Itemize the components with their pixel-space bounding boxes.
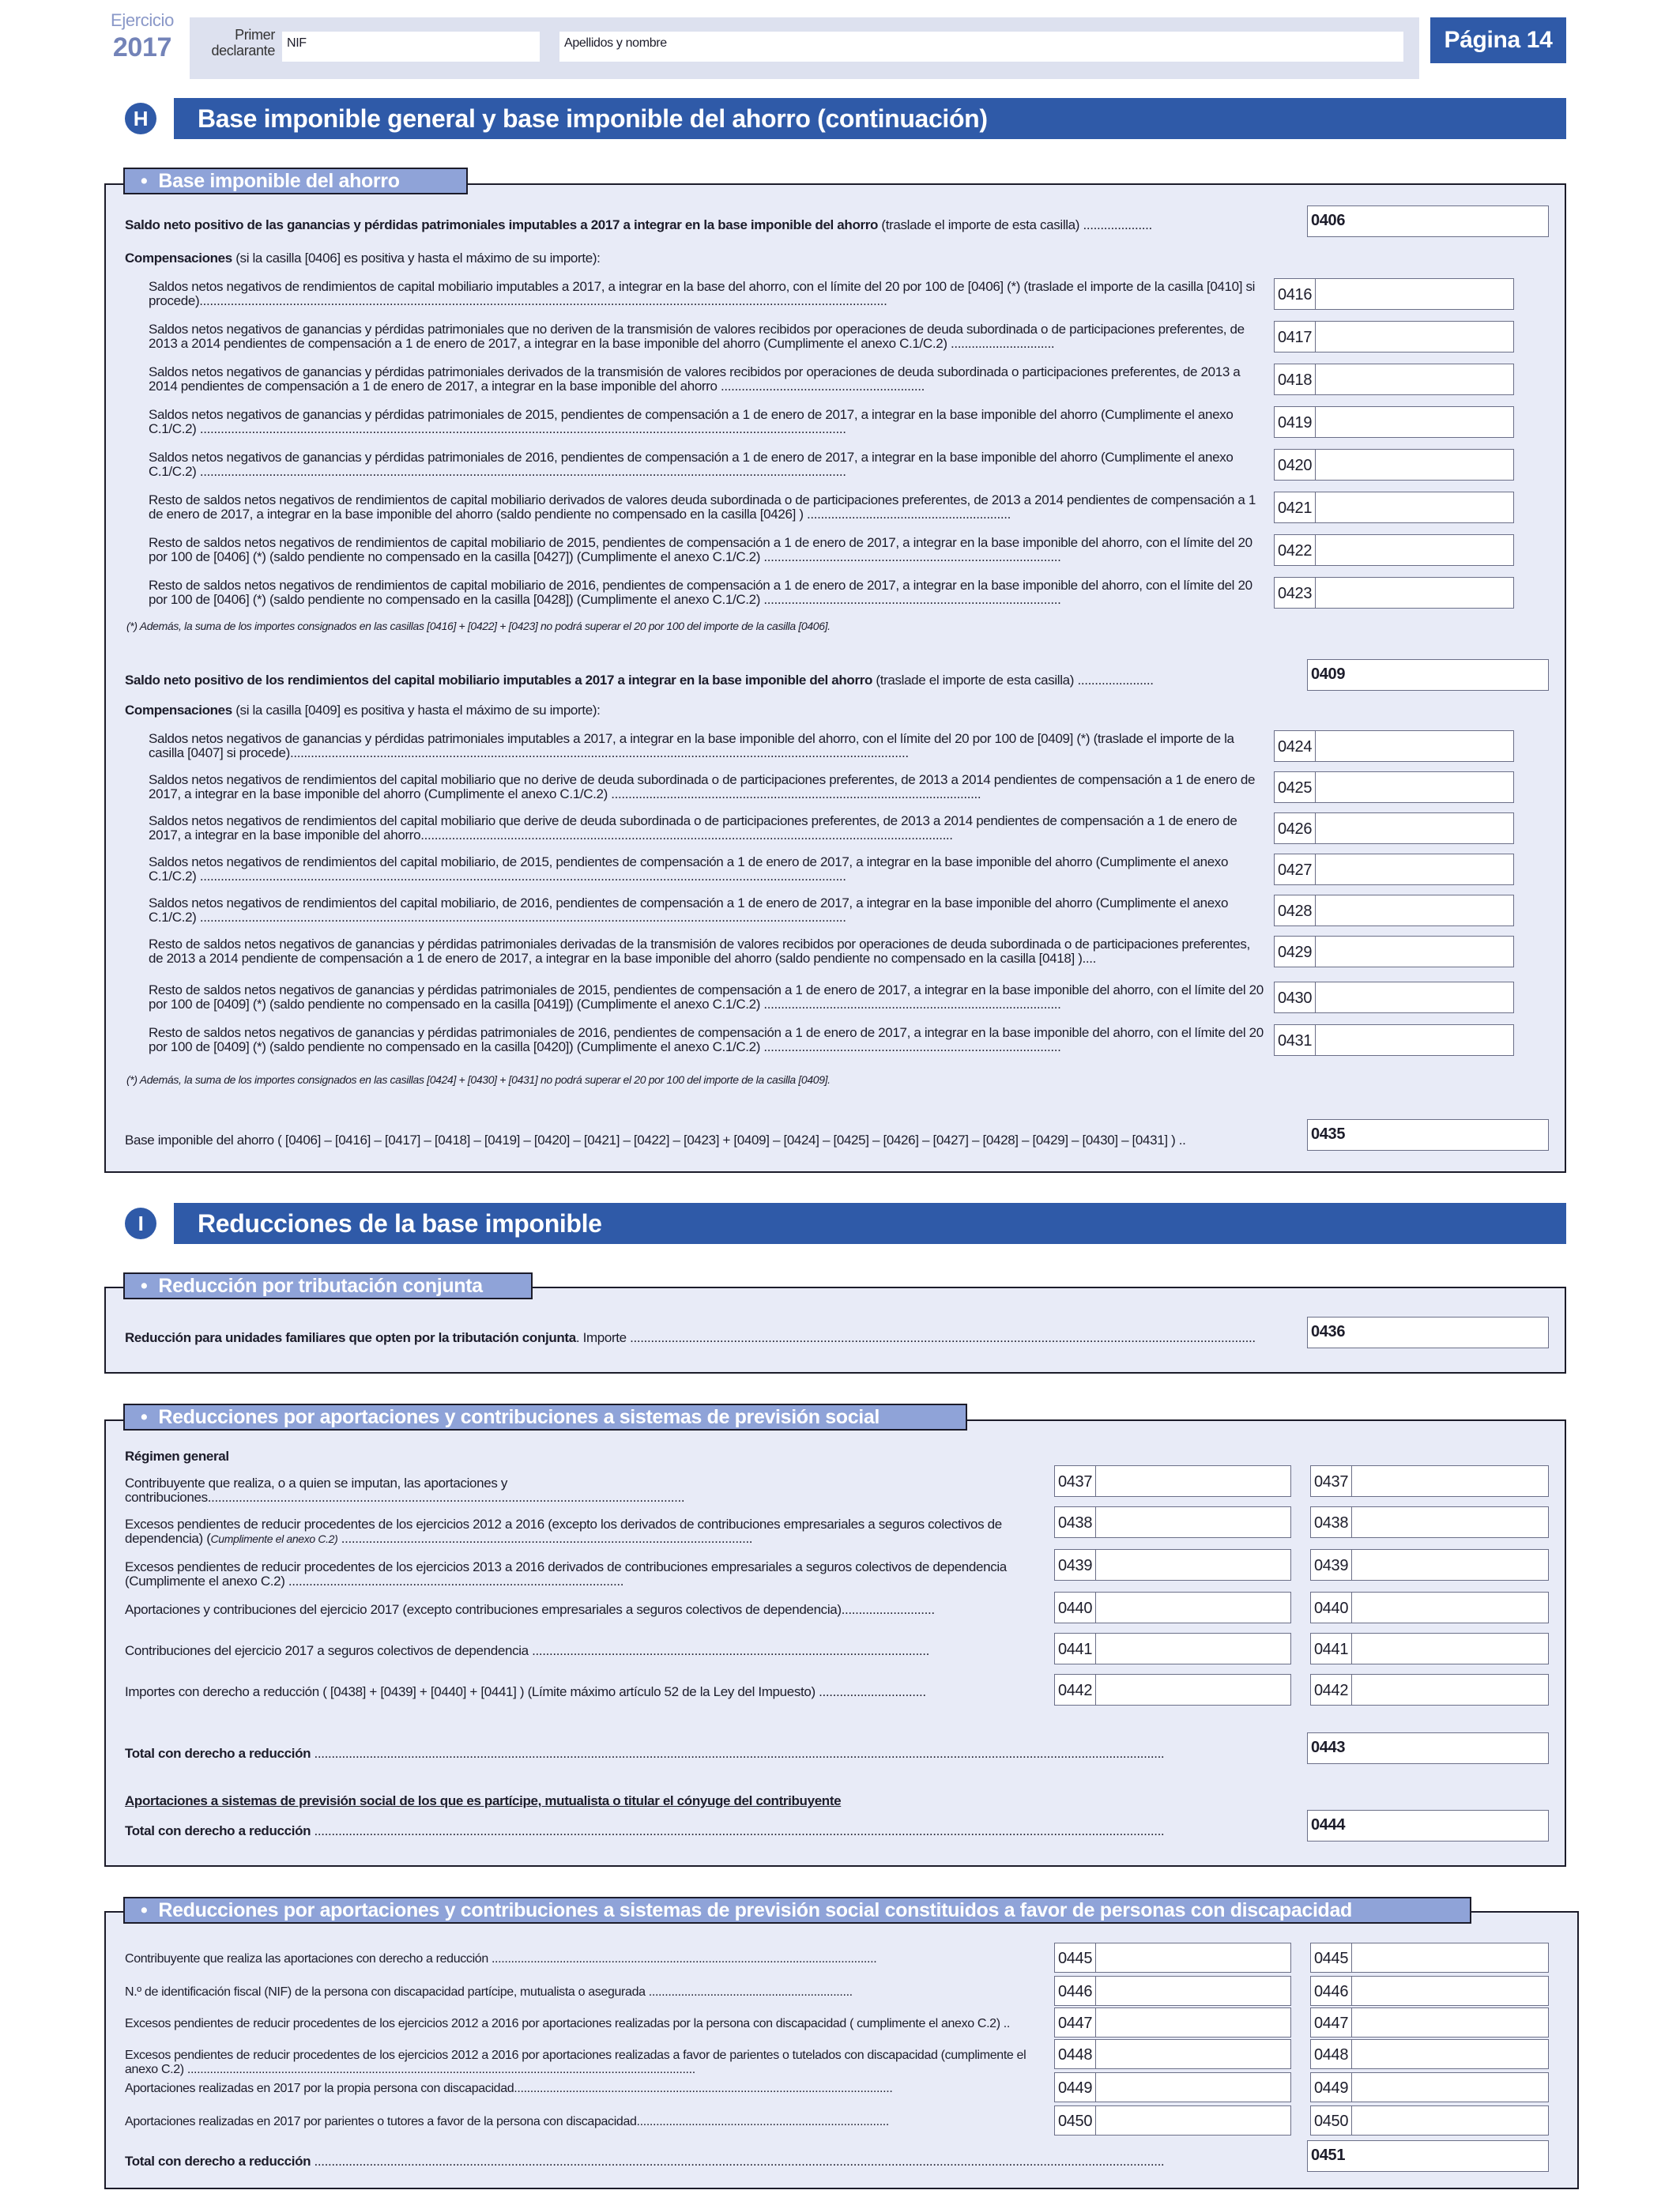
casilla-code: 0450	[1055, 2106, 1096, 2135]
casilla-code: 0439	[1311, 1550, 1352, 1580]
line-0444-bold: Total con derecho a reducción	[125, 1823, 311, 1838]
compensaciones-2-rest: (si la casilla [0409] es positiva y hasta el máximo de su importe):	[232, 703, 601, 718]
casilla-code: 0419	[1275, 407, 1316, 437]
casilla-0423[interactable]	[1274, 577, 1514, 609]
subsection-tributacion-conjunta: • Reducción por tributación conjunta	[123, 1272, 533, 1299]
casilla-code: 0448	[1055, 2040, 1096, 2068]
compensaciones-2-bold: Compensaciones	[125, 703, 232, 718]
apellidos-nombre-field[interactable]: Apellidos y nombre	[559, 32, 1403, 62]
casilla-0449-conyuge[interactable]	[1310, 2072, 1549, 2102]
casilla-code: 0449	[1055, 2073, 1096, 2102]
section-i-title: Reducciones de la base imponible	[174, 1203, 1566, 1244]
casilla-0427[interactable]	[1274, 854, 1514, 885]
row-text-0429	[149, 937, 1264, 966]
casilla-code: 0445	[1311, 1943, 1352, 1972]
section-h-letter: H	[125, 103, 156, 134]
casilla-0436-code: 0436	[1311, 1323, 1346, 1340]
casilla-0441-conyuge[interactable]	[1310, 1633, 1549, 1664]
casilla-0409-code: 0409	[1311, 665, 1346, 683]
casilla-code: 0421	[1275, 492, 1316, 522]
row-text-0430	[149, 983, 1264, 1012]
casilla-code: 0428	[1275, 895, 1316, 925]
row-text-0421	[149, 493, 1264, 522]
row-text-tail: .......................................................................................................................	[337, 1531, 753, 1546]
row-text-main: Resto de saldos netos negativos de ganancias y pérdidas patrimoniales de 2015, pendientes de compensación a 1 de enero de 2017, a integrar en la base imponible del ahorro, con el límite del 20 por 100 de [0409] (*) (saldo pendiente no compensado en la casilla [0419]) (Cumplimente el anexo C.1/C.2) ......................................................................................	[149, 982, 1264, 1012]
line-0406-bold: Saldo neto positivo de las ganancias y pérdidas patrimoniales imputables a 2017 a integrar en la base imponible del ahorro	[125, 217, 879, 232]
row-text-main: Resto de saldos netos negativos de rendimientos de capital mobiliario de 2015, pendientes de compensación a 1 de enero de 2017, a integrar en la base imponible del ahorro, con el límite del 20 por 100 de [0406] (*) (saldo pendiente no compensado en la casilla [0427]) (Cumplimente el anexo C.1/C.2) ......................................................................................	[149, 535, 1252, 564]
casilla-0437-contribuyente[interactable]	[1054, 1465, 1291, 1497]
casilla-0437-conyuge[interactable]	[1310, 1465, 1549, 1497]
line-0409-bold: Saldo neto positivo de los rendimientos del capital mobiliario imputables a 2017 a integrar en la base imponible del ahorro	[125, 673, 873, 688]
casilla-code: 0440	[1311, 1593, 1352, 1623]
casilla-code: 0445	[1055, 1943, 1096, 1972]
subsection-discapacidad: • Reducciones por aportaciones y contribuciones a sistemas de previsión social constituidos a favor de personas con discapacidad	[123, 1897, 1471, 1924]
casilla-0435-code: 0435	[1311, 1125, 1346, 1143]
line-0444-dots: ......................................................................................................................................................................................................................................................	[311, 1823, 1165, 1838]
conyuge-label: Aportaciones a sistemas de previsión social de los que es partícipe, mutualista o titular el cónyuge del contribuyente	[125, 1793, 842, 1808]
casilla-0449-contribuyente[interactable]	[1054, 2072, 1291, 2102]
row-text-0437	[125, 1476, 1046, 1505]
casilla-0438-contribuyente[interactable]	[1054, 1506, 1291, 1538]
row-text-main: N.º de identificación fiscal (NIF) de la persona con discapacidad partícipe, mutualista o asegurada ...............................................................	[125, 1985, 853, 1999]
row-text-main: Saldos netos negativos de ganancias y pérdidas patrimoniales de 2015, pendientes de compensación a 1 de enero de 2017, a integrar en la base imponible del ahorro (Cumplimente el anexo C.1/C.2) ...........................................................................................................................................................................................	[149, 407, 1234, 436]
row-text-0428	[149, 896, 1264, 925]
row-text-0446	[125, 1985, 1046, 2000]
casilla-code: 0447	[1311, 2008, 1352, 2037]
ejercicio-label: Ejercicio	[111, 10, 174, 30]
casilla-0442-contribuyente[interactable]	[1054, 1674, 1291, 1706]
casilla-0450-conyuge[interactable]	[1310, 2105, 1549, 2136]
casilla-code: 0448	[1311, 2040, 1352, 2068]
row-text-0426	[149, 814, 1264, 843]
row-text-main: Contribuyente que realiza las aportaciones con derecho a reducción .......................................................................................................................	[125, 1952, 877, 1966]
casilla-0417[interactable]	[1274, 321, 1514, 352]
row-text-0420	[149, 450, 1264, 479]
row-text-italic: Cumplimente el anexo C.2)	[210, 1532, 338, 1545]
subsection-base-ahorro: • Base imponible del ahorro	[123, 168, 468, 194]
line-0409-rest: (traslade el importe de esta casilla) ......................	[872, 673, 1154, 688]
row-text-main: Saldos netos negativos de ganancias y pérdidas patrimoniales imputables a 2017, a integrar en la base imponible del ahorro, con el límite del 20 por 100 de [0409] (*) (traslade el importe de la casilla [0407] si procede)...................................................................................................................................................................................	[149, 731, 1234, 760]
footnote-2: (*) Además, la suma de los importes consignados en las casillas [0424] + [0430] + [0431] no podrá superar el 20 por 100 del importe de la casilla [0409].	[126, 1073, 831, 1086]
casilla-0444-code: 0444	[1311, 1816, 1346, 1834]
row-text-0419	[149, 408, 1264, 436]
row-text-main: Excesos pendientes de reducir procedentes de los ejercicios 2013 a 2016 derivados de contribuciones empresariales a seguros colectivos de dependencia (Cumplimente el anexo C.2) .................................................................................................	[125, 1559, 1007, 1589]
row-text-0417	[149, 322, 1264, 351]
casilla-code: 0424	[1275, 731, 1316, 761]
row-text-main: Saldos netos negativos de rendimientos de capital mobiliario imputables a 2017, a integrar en la base del ahorro, con el límite del 20 por 100 de [0406] (*) (traslade el importe de la casilla [0410] si procede).......................................................................................................................................................................................................	[149, 279, 1256, 308]
casilla-code: 0423	[1275, 578, 1316, 608]
casilla-0440-conyuge[interactable]	[1310, 1592, 1549, 1623]
row-text-main: Excesos pendientes de reducir procedentes de los ejercicios 2012 a 2016 (excepto los derivados de contribuciones empresariales a seguros colectivos de dependencia) (	[125, 1517, 1002, 1546]
row-text-main: Saldos netos negativos de ganancias y pérdidas patrimoniales de 2016, pendientes de compensación a 1 de enero de 2017, a integrar en la base imponible del ahorro (Cumplimente el anexo C.1/C.2) ...........................................................................................................................................................................................	[149, 450, 1234, 479]
casilla-code: 0416	[1275, 279, 1316, 309]
casilla-0445-conyuge[interactable]	[1310, 1943, 1549, 1973]
casilla-code: 0446	[1055, 1977, 1096, 2005]
casilla-0421[interactable]	[1274, 492, 1514, 523]
line-0451-bold: Total con derecho a reducción	[125, 2154, 311, 2169]
row-text-0438	[125, 1517, 1046, 1546]
casilla-code: 0438	[1311, 1507, 1352, 1537]
row-text-main: Contribuciones del ejercicio 2017 a seguros colectivos de dependencia ...................................................................................................................	[125, 1643, 930, 1658]
casilla-0406-code: 0406	[1311, 212, 1346, 229]
casilla-code: 0439	[1055, 1550, 1096, 1580]
subsection-prevision-social-label: Reducciones por aportaciones y contribuciones a sistemas de previsión social	[158, 1406, 880, 1428]
row-text-main: Aportaciones realizadas en 2017 por la propia persona con discapacidad.....................................................................................................................	[125, 2082, 893, 2095]
section-h-title: Base imponible general y base imponible del ahorro (continuación)	[174, 98, 1566, 139]
row-text-0450	[125, 2115, 1046, 2129]
row-text-0424	[149, 732, 1264, 760]
line-0443-bold: Total con derecho a reducción	[125, 1746, 311, 1761]
ejercicio-year: 2017	[112, 32, 172, 62]
line-0435: Base imponible del ahorro ( [0406] – [0416] – [0417] – [0418] – [0419] – [0420] – [0421] – [0422] – [0423] + [0409] – [0424] – [0425] – [0426] – [0427] – [0428] – [0429] – [0430] – [0431] ) ..	[125, 1133, 1186, 1148]
casilla-0425[interactable]	[1274, 771, 1514, 803]
casilla-0446-contribuyente[interactable]	[1054, 1976, 1291, 2006]
casilla-0447-conyuge[interactable]	[1310, 2007, 1549, 2038]
line-0436-bold: Reducción para unidades familiares que opten por la tributación conjunta	[125, 1330, 576, 1345]
subsection-discapacidad-label: Reducciones por aportaciones y contribuciones a sistemas de previsión social constituidos a favor de personas con discapacidad	[158, 1899, 1352, 1921]
casilla-0447-contribuyente[interactable]	[1054, 2007, 1291, 2038]
row-text-main: Aportaciones y contribuciones del ejercicio 2017 (excepto contribuciones empresariales a seguros colectivos de dependencia)...........................	[125, 1602, 935, 1617]
row-text-main: Resto de saldos netos negativos de ganancias y pérdidas patrimoniales derivadas de la transmisión de valores recibidos por operaciones de deuda subordinada o de participaciones preferentes, de 2013 a 2014 pendiente de compensación a 1 de enero de 2017, a integrar en la base imponible del ahorro (saldo pendiente no compensado en la casilla [0418] )....	[149, 937, 1250, 966]
line-0444	[125, 1824, 1294, 1838]
regimen-general-label: Régimen general	[125, 1449, 229, 1464]
line-0451	[125, 2154, 1294, 2169]
casilla-0438-conyuge[interactable]	[1310, 1506, 1549, 1538]
casilla-code: 0420	[1275, 450, 1316, 480]
row-text-main: Excesos pendientes de reducir procedentes de los ejercicios 2012 a 2016 por aportaciones realizadas a favor de parientes o tutelados con discapacidad (cumplimente el anexo C.2) .............................................................................................................................................................	[125, 2049, 1026, 2076]
casilla-code: 0441	[1311, 1634, 1352, 1664]
row-text-0439	[125, 1560, 1046, 1589]
row-text-main: Resto de saldos netos negativos de ganancias y pérdidas patrimoniales de 2016, pendientes de compensación a 1 de enero de 2017, a integrar en la base imponible del ahorro, con el límite del 20 por 100 de [0409] (*) (saldo pendiente no compensado en la casilla [0420]) (Cumplimente el anexo C.1/C.2) ......................................................................................	[149, 1025, 1264, 1054]
row-text-0449	[125, 2082, 1046, 2096]
row-text-main: Saldos netos negativos de rendimientos del capital mobiliario que derive de deuda subordinada o de participaciones preferentes, de 2013 a 2014 pendientes de compensación a 1 de enero de 2017, a integrar en la base imponible del ahorro..........................................................................................................................................................	[149, 813, 1237, 843]
casilla-0431[interactable]	[1274, 1024, 1514, 1056]
compensaciones-2	[125, 703, 1294, 718]
row-text-0448	[125, 2049, 1046, 2077]
row-text-main: Resto de saldos netos negativos de rendimientos de capital mobiliario de 2016, pendientes de compensación a 1 de enero de 2017, a integrar en la base imponible del ahorro, con el límite del 20 por 100 de [0406] (*) (saldo pendiente no compensado en la casilla [0428]) (Cumplimente el anexo C.1/C.2) ......................................................................................	[149, 578, 1252, 607]
casilla-0450-contribuyente[interactable]	[1054, 2105, 1291, 2136]
row-text-main: Saldos netos negativos de rendimientos del capital mobiliario que no derive de deuda subordinada o de participaciones preferentes, de 2013 a 2014 pendientes de compensación a 1 de enero de 2017, a integrar en la base imponible del ahorro (Cumplimente el anexo C.1/C.2) ...........................................................................................................	[149, 772, 1256, 801]
casilla-code: 0442	[1055, 1675, 1096, 1705]
casilla-0441-contribuyente[interactable]	[1054, 1633, 1291, 1664]
line-0443-dots: ......................................................................................................................................................................................................................................................	[311, 1746, 1165, 1761]
footnote-1: (*) Además, la suma de los importes consignados en las casillas [0416] + [0422] + [0423] no podrá superar el 20 por 100 del importe de la casilla [0406].	[126, 620, 831, 632]
casilla-code: 0449	[1311, 2073, 1352, 2102]
line-0406-rest: (traslade el importe de esta casilla) ....................	[878, 217, 1152, 232]
row-text-0441	[125, 1644, 1046, 1658]
row-text-0425	[149, 773, 1264, 801]
row-text-0418	[149, 365, 1264, 394]
casilla-0442-conyuge[interactable]	[1310, 1674, 1549, 1706]
casilla-0409[interactable]	[1307, 659, 1549, 691]
casilla-0426[interactable]	[1274, 812, 1514, 844]
row-text-main: Saldos netos negativos de ganancias y pérdidas patrimoniales que no deriven de la transmisión de valores recibidos por operaciones de deuda subordinada o de participaciones preferentes, de 2013 a 2014 pendientes de compensación a 1 de enero de 2017, a integrar en la base imponible del ahorro (Cumplimente el anexo C.1/C.2) ..............................	[149, 322, 1245, 351]
casilla-code: 0427	[1275, 854, 1316, 884]
casilla-0440-contribuyente[interactable]	[1054, 1592, 1291, 1623]
casilla-0416[interactable]	[1274, 278, 1514, 310]
casilla-0445-contribuyente[interactable]	[1054, 1943, 1291, 1973]
casilla-code: 0426	[1275, 813, 1316, 843]
casilla-0436[interactable]	[1307, 1317, 1549, 1348]
row-text-main: Contribuyente que realiza, o a quien se imputan, las aportaciones y contribuciones..........................................................................................................................................	[125, 1476, 685, 1505]
casilla-code: 0417	[1275, 322, 1316, 352]
casilla-0443-code: 0443	[1311, 1739, 1346, 1756]
casilla-0443[interactable]	[1307, 1732, 1549, 1764]
casilla-0439-conyuge[interactable]	[1310, 1549, 1549, 1581]
casilla-code: 0447	[1055, 2008, 1096, 2037]
row-text-0423	[149, 579, 1264, 607]
row-text-main: Excesos pendientes de reducir procedentes de los ejercicios 2012 a 2016 por aportaciones realizadas por la persona con discapacidad ( cumplimente el anexo C.2) ..	[125, 2017, 1010, 2030]
casilla-code: 0429	[1275, 937, 1316, 967]
compensaciones-1-rest: (si la casilla [0406] es positiva y hasta el máximo de su importe):	[232, 251, 601, 266]
row-text-main: Saldos netos negativos de rendimientos del capital mobiliario, de 2015, pendientes de compensación a 1 de enero de 2017, a integrar en la base imponible del ahorro (Cumplimente el anexo C.1/C.2) ...........................................................................................................................................................................................	[149, 854, 1229, 884]
line-0436	[125, 1331, 1294, 1345]
nif-field[interactable]: NIF	[282, 32, 540, 62]
row-text-0422	[149, 536, 1264, 564]
casilla-0451-code: 0451	[1311, 2147, 1346, 2164]
line-0436-rest: . Importe .....................................................................................................................................................................................	[575, 1330, 1256, 1345]
casilla-0419[interactable]	[1274, 406, 1514, 438]
casilla-code: 0422	[1275, 535, 1316, 565]
line-0406	[125, 218, 1294, 232]
page-number: Página 14	[1430, 17, 1566, 63]
casilla-code: 0430	[1275, 982, 1316, 1012]
casilla-0428[interactable]	[1274, 895, 1514, 926]
casilla-code: 0437	[1055, 1466, 1096, 1496]
casilla-0435[interactable]	[1307, 1119, 1549, 1151]
casilla-code: 0450	[1311, 2106, 1352, 2135]
casilla-code: 0431	[1275, 1025, 1316, 1055]
subsection-base-ahorro-label: Base imponible del ahorro	[158, 170, 400, 192]
casilla-0422[interactable]	[1274, 534, 1514, 566]
row-text-0416	[149, 280, 1264, 308]
casilla-0444[interactable]	[1307, 1810, 1549, 1842]
section-i-letter: I	[125, 1208, 156, 1239]
casilla-0418[interactable]	[1274, 364, 1514, 395]
subsection-tributacion-conjunta-label: Reducción por tributación conjunta	[158, 1275, 483, 1297]
casilla-0429[interactable]	[1274, 936, 1514, 967]
row-text-0447	[125, 2017, 1046, 2031]
casilla-0451[interactable]	[1307, 2140, 1549, 2172]
line-0443	[125, 1747, 1294, 1761]
casilla-code: 0442	[1311, 1675, 1352, 1705]
compensaciones-1	[125, 251, 1294, 266]
casilla-0448-contribuyente[interactable]	[1054, 2039, 1291, 2069]
row-text-0431	[149, 1026, 1264, 1054]
row-text-main: Resto de saldos netos negativos de rendimientos de capital mobiliario derivados de valores deuda subordinada o de participaciones preferentes, de 2013 a 2014 pendientes de compensación a 1 de enero de 2017, a integrar en la base imponible del ahorro (saldo pendiente no compensado en la casilla [0426] ) ...........................................................	[149, 492, 1256, 522]
row-text-0440	[125, 1603, 1046, 1617]
row-text-0442	[125, 1685, 1046, 1699]
casilla-0439-contribuyente[interactable]	[1054, 1549, 1291, 1581]
casilla-0448-conyuge[interactable]	[1310, 2039, 1549, 2069]
row-text-main: Importes con derecho a reducción ( [0438] + [0439] + [0440] + [0441] ) (Límite máximo artículo 52 de la Ley del Impuesto) ...............................	[125, 1684, 926, 1699]
casilla-code: 0437	[1311, 1466, 1352, 1496]
primer-declarante-label: Primer declarante	[211, 27, 275, 58]
casilla-code: 0418	[1275, 364, 1316, 394]
casilla-code: 0441	[1055, 1634, 1096, 1664]
casilla-code: 0440	[1055, 1593, 1096, 1623]
casilla-0430[interactable]	[1274, 982, 1514, 1013]
casilla-code: 0446	[1311, 1977, 1352, 2005]
casilla-0446-conyuge[interactable]	[1310, 1976, 1549, 2006]
line-0451-dots: ......................................................................................................................................................................................................................................................	[311, 2154, 1165, 2169]
row-text-0427	[149, 855, 1264, 884]
row-text-main: Saldos netos negativos de ganancias y pérdidas patrimoniales derivados de la transmisión de valores recibidos por operaciones de deuda subordinada o participaciones preferentes, de 2013 a 2014 pendientes de compensación a 1 de enero de 2017, a integrar en la base imponible del ahorro ...........................................................	[149, 364, 1241, 394]
subsection-prevision-social: • Reducciones por aportaciones y contribuciones a sistemas de previsión social	[123, 1404, 967, 1431]
casilla-0420[interactable]	[1274, 449, 1514, 481]
casilla-code: 0438	[1055, 1507, 1096, 1537]
casilla-0424[interactable]	[1274, 730, 1514, 762]
casilla-0406[interactable]	[1307, 205, 1549, 237]
row-text-main: Saldos netos negativos de rendimientos del capital mobiliario, de 2016, pendientes de compensación a 1 de enero de 2017, a integrar en la base imponible del ahorro (Cumplimente el anexo C.1/C.2) ...........................................................................................................................................................................................	[149, 895, 1229, 925]
compensaciones-1-bold: Compensaciones	[125, 251, 232, 266]
row-text-0445	[125, 1952, 1046, 1966]
line-0409	[125, 673, 1294, 688]
casilla-code: 0425	[1275, 772, 1316, 802]
row-text-main: Aportaciones realizadas en 2017 por parientes o tutores a favor de la persona con discapacidad..............................................................................	[125, 2115, 889, 2128]
